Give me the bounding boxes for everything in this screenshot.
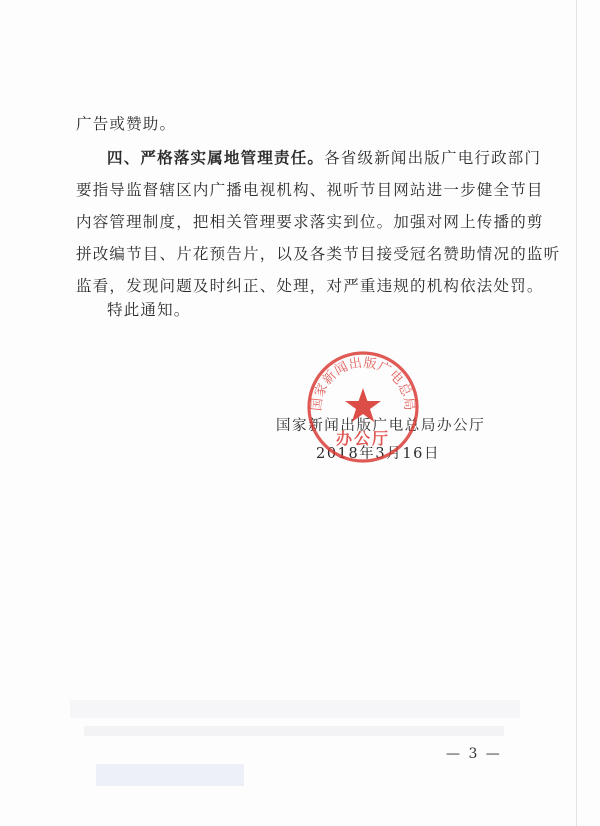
issue-date: 2018年3月16日	[316, 446, 441, 462]
text-line: 拼改编节目、片花预告片，以及各类节目接受冠名赞助情况的监听	[76, 245, 561, 263]
text-line	[76, 142, 542, 174]
issuing-organization: 国家新闻出版广电总局办公厅	[276, 418, 486, 434]
closing-paragraph	[76, 294, 496, 326]
text-line: 要指导监督辖区内广播电视机构、视听节目网站进一步健全节目	[76, 181, 544, 199]
paragraph-section-four	[76, 142, 561, 302]
paragraph-continuation	[76, 108, 496, 140]
text-line: 广告或赞助。	[76, 115, 177, 133]
text-fragment: 各省级新闻出版广电行政部门	[324, 149, 542, 167]
text-line: 监看，发现问题及时纠正、处理，对严重违规的机构依法处罚。	[76, 277, 544, 295]
page-edge-divider	[576, 0, 577, 826]
scan-artifact	[96, 764, 244, 786]
svg-text:国家新闻出版广电总局: 国家新闻出版广电总局	[309, 355, 417, 412]
official-seal-icon	[306, 350, 420, 464]
text-line: 内容管理制度，把相关管理要求落实到位。加强对网上传播的剪	[76, 213, 544, 231]
closing-text: 特此通知。	[107, 301, 191, 319]
scan-artifact	[84, 726, 504, 736]
svg-text:办公厅: 办公厅	[335, 429, 391, 448]
page-number: — 3 —	[446, 746, 502, 762]
scan-artifact	[70, 700, 520, 718]
section-heading: 四、严格落实属地管理责任。	[107, 148, 325, 167]
